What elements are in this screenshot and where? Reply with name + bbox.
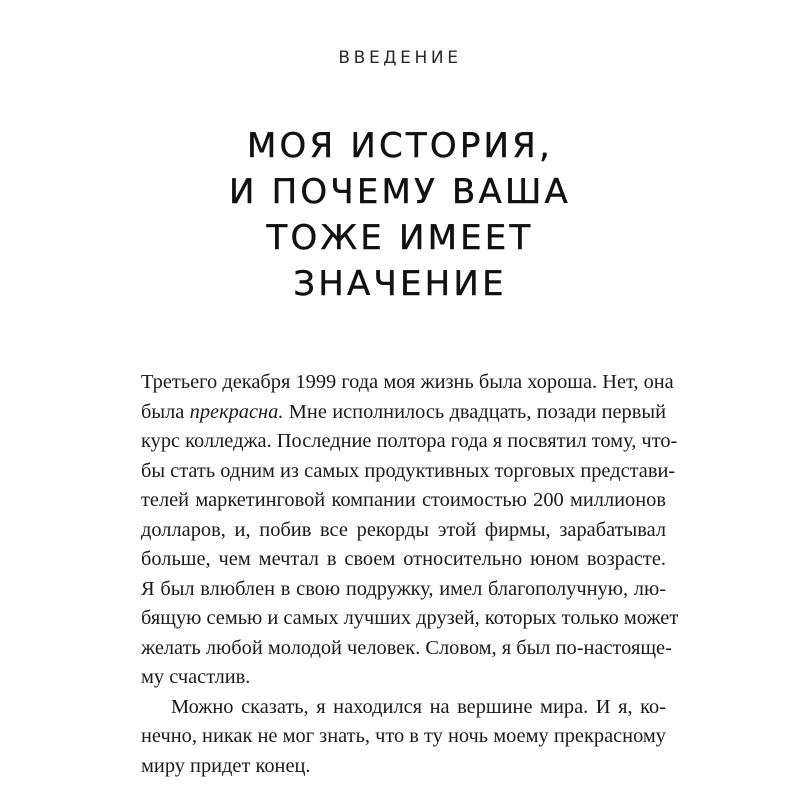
text-run: Мне исполнилось двадцать, позади первый <box>283 400 666 423</box>
text-line: бы стать одним из самых продуктивных торговых представи- <box>141 459 676 482</box>
text-line: Я был влюблен в свою подружку, имел благополучную, лю- <box>141 577 666 600</box>
text-line: Можно сказать, я находился на вершине мира. И я, ко- <box>171 695 666 718</box>
paragraph-1 <box>141 368 679 693</box>
text-line: бящую семью и самых лучших друзей, которых только может <box>141 607 679 629</box>
chapter-title-line: ТОЖЕ ИМЕЕТ <box>266 217 534 258</box>
text-line: му счастлив. <box>141 666 251 688</box>
text-run: была <box>141 400 190 423</box>
emphasis-text: прекрасна. <box>189 400 284 423</box>
text-line: миру придет конец. <box>141 754 311 777</box>
text-line: Третьего декабря 1999 года моя жизнь была хороша. Нет, она <box>141 371 674 393</box>
paragraph-2 <box>141 693 666 782</box>
chapter-title-line: МОЯ ИСТОРИЯ, <box>246 125 553 166</box>
chapter-title-line: ЗНАЧЕНИЕ <box>293 263 507 304</box>
chapter-title-line: И ПОЧЕМУ ВАША <box>228 171 572 212</box>
chapter-kicker: ВВЕДЕНИЕ <box>338 48 462 68</box>
text-line: курс колледжа. Последние полтора года я посвятил тому, что- <box>141 430 678 452</box>
text-line: желать любой молодой человек. Словом, я был по-настояще- <box>141 636 672 659</box>
text-line: нечно, никак не мог знать, что в ту ночь моему прекрасному <box>141 725 666 747</box>
text-line: долларов, и, побив все рекорды этой фирмы, зарабатывал <box>141 518 666 541</box>
body-text <box>141 368 679 781</box>
chapter-title <box>0 123 800 307</box>
text-line <box>141 398 666 428</box>
text-line: телей маркетинговой компании стоимостью 200 миллионов <box>141 489 666 511</box>
text-line: больше, чем мечтал в своем относительно юном возрасте. <box>141 548 666 570</box>
